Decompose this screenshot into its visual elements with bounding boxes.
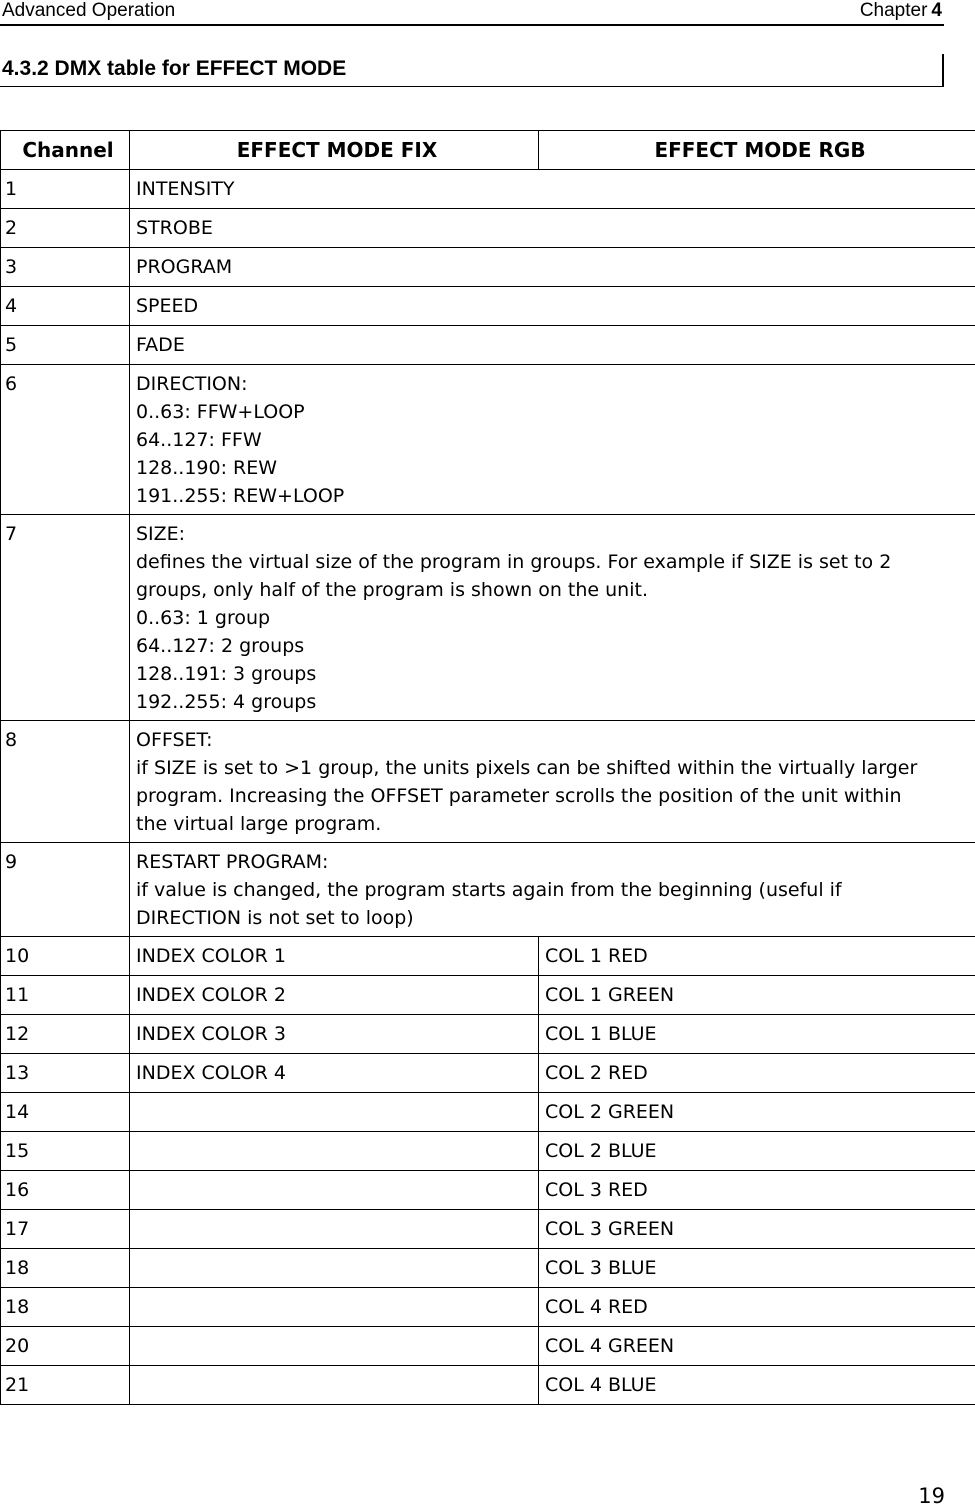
- table-row: [1, 1210, 975, 1249]
- channel-cell: 1: [1, 170, 130, 209]
- fix-cell: [130, 1210, 539, 1249]
- table-row: [1, 326, 975, 365]
- table-row: [1, 1093, 975, 1132]
- channel-cell: 16: [1, 1171, 130, 1210]
- rgb-cell: COL 2 GREEN: [539, 1093, 975, 1132]
- channel-cell: 5: [1, 326, 130, 365]
- channel-cell: 4: [1, 287, 130, 326]
- fix-cell: INDEX COLOR 3: [130, 1015, 539, 1054]
- fix-cell: [130, 1093, 539, 1132]
- channel-cell: 17: [1, 1210, 130, 1249]
- channel-cell: 14: [1, 1093, 130, 1132]
- fix-cell: INDEX COLOR 1: [130, 937, 539, 976]
- page-number: 19: [918, 1484, 945, 1508]
- description-line: if SIZE is set to >1 group, the units pixels can be shifted within the virtually larger: [136, 757, 918, 779]
- table-row: [1, 937, 975, 976]
- channel-cell: 21: [1, 1366, 130, 1405]
- fix-cell: [130, 1132, 539, 1171]
- table-row: [1, 1366, 975, 1405]
- table-row: [1, 721, 975, 843]
- description-line: SIZE:: [136, 523, 186, 545]
- rgb-cell: COL 3 RED: [539, 1171, 975, 1210]
- channel-cell: 8: [1, 721, 130, 843]
- description-line: 0..63: FFW+LOOP: [136, 401, 305, 423]
- table-row: [1, 1171, 975, 1210]
- description-line: 128..190: REW: [136, 457, 278, 479]
- description-cell: [130, 365, 975, 515]
- channel-cell: 18: [1, 1249, 130, 1288]
- description-line: program. Increasing the OFFSET parameter scrolls the position of the unit within: [136, 785, 902, 807]
- description-cell: [130, 721, 975, 843]
- description-line: 192..255: 4 groups: [136, 691, 317, 713]
- description-cell: [130, 843, 975, 937]
- channel-cell: 3: [1, 248, 130, 287]
- channel-cell: 9: [1, 843, 130, 937]
- table-row: [1, 515, 975, 721]
- description-line: the virtual large program.: [136, 813, 382, 835]
- table-row: [1, 1327, 975, 1366]
- rgb-cell: COL 1 BLUE: [539, 1015, 975, 1054]
- rgb-cell: COL 4 BLUE: [539, 1366, 975, 1405]
- rgb-cell: COL 1 GREEN: [539, 976, 975, 1015]
- channel-cell: 2: [1, 209, 130, 248]
- header-title: Advanced Operation: [2, 0, 176, 21]
- rgb-cell: COL 2 RED: [539, 1054, 975, 1093]
- column-header-fix: EFFECT MODE FIX: [130, 131, 539, 170]
- description-line: if value is changed, the program starts again from the beginning (useful if: [136, 879, 842, 901]
- description-line: 128..191: 3 groups: [136, 663, 317, 685]
- channel-cell: 12: [1, 1015, 130, 1054]
- column-header-rgb: EFFECT MODE RGB: [539, 131, 975, 170]
- description-line: FADE: [136, 334, 185, 356]
- table-row: [1, 287, 975, 326]
- page-header: [0, 0, 944, 26]
- description-line: OFFSET:: [136, 729, 213, 751]
- column-header-channel: Channel: [1, 131, 130, 170]
- table-header-row: [1, 131, 975, 170]
- description-line: 64..127: FFW: [136, 429, 262, 451]
- table-row: [1, 365, 975, 515]
- rgb-cell: COL 3 GREEN: [539, 1210, 975, 1249]
- channel-cell: 18: [1, 1288, 130, 1327]
- section-heading: [0, 54, 944, 87]
- rgb-cell: COL 1 RED: [539, 937, 975, 976]
- fix-cell: INDEX COLOR 4: [130, 1054, 539, 1093]
- description-cell: [130, 248, 975, 287]
- channel-cell: 20: [1, 1327, 130, 1366]
- fix-cell: INDEX COLOR 2: [130, 976, 539, 1015]
- rgb-cell: COL 3 BLUE: [539, 1249, 975, 1288]
- description-line: RESTART PROGRAM:: [136, 851, 329, 873]
- table-row: [1, 248, 975, 287]
- dmx-table: [0, 130, 975, 1405]
- description-line: INTENSITY: [136, 178, 235, 200]
- description-line: PROGRAM: [136, 256, 233, 278]
- channel-cell: 7: [1, 515, 130, 721]
- channel-cell: 6: [1, 365, 130, 515]
- chapter-number: 4: [931, 0, 942, 21]
- description-cell: [130, 209, 975, 248]
- description-line: 0..63: 1 group: [136, 607, 271, 629]
- table-row: [1, 843, 975, 937]
- rgb-cell: COL 4 RED: [539, 1288, 975, 1327]
- description-line: defines the virtual size of the program in groups. For example if SIZE is set to 2: [136, 551, 892, 573]
- table-row: [1, 976, 975, 1015]
- description-line: groups, only half of the program is shown on the unit.: [136, 579, 648, 601]
- table-row: [1, 1288, 975, 1327]
- table-row: [1, 1249, 975, 1288]
- fix-cell: [130, 1171, 539, 1210]
- fix-cell: [130, 1249, 539, 1288]
- fix-cell: [130, 1327, 539, 1366]
- channel-cell: 11: [1, 976, 130, 1015]
- channel-cell: 10: [1, 937, 130, 976]
- description-cell: [130, 515, 975, 721]
- table-row: [1, 209, 975, 248]
- chapter-label: Chapter: [859, 0, 928, 21]
- channel-cell: 15: [1, 1132, 130, 1171]
- table-row: [1, 1054, 975, 1093]
- table-row: [1, 1015, 975, 1054]
- channel-cell: 13: [1, 1054, 130, 1093]
- table-row: [1, 1132, 975, 1171]
- fix-cell: [130, 1288, 539, 1327]
- description-cell: [130, 287, 975, 326]
- description-line: 191..255: REW+LOOP: [136, 485, 345, 507]
- rgb-cell: COL 2 BLUE: [539, 1132, 975, 1171]
- section-title: 4.3.2 DMX table for EFFECT MODE: [2, 57, 347, 80]
- description-line: STROBE: [136, 217, 213, 239]
- description-line: DIRECTION is not set to loop): [136, 907, 414, 929]
- rgb-cell: COL 4 GREEN: [539, 1327, 975, 1366]
- description-line: SPEED: [136, 295, 199, 317]
- table-row: [1, 170, 975, 209]
- description-cell: [130, 170, 975, 209]
- description-line: DIRECTION:: [136, 373, 248, 395]
- table-body: [1, 170, 975, 1405]
- description-cell: [130, 326, 975, 365]
- header-chapter: [860, 0, 942, 22]
- fix-cell: [130, 1366, 539, 1405]
- description-line: 64..127: 2 groups: [136, 635, 305, 657]
